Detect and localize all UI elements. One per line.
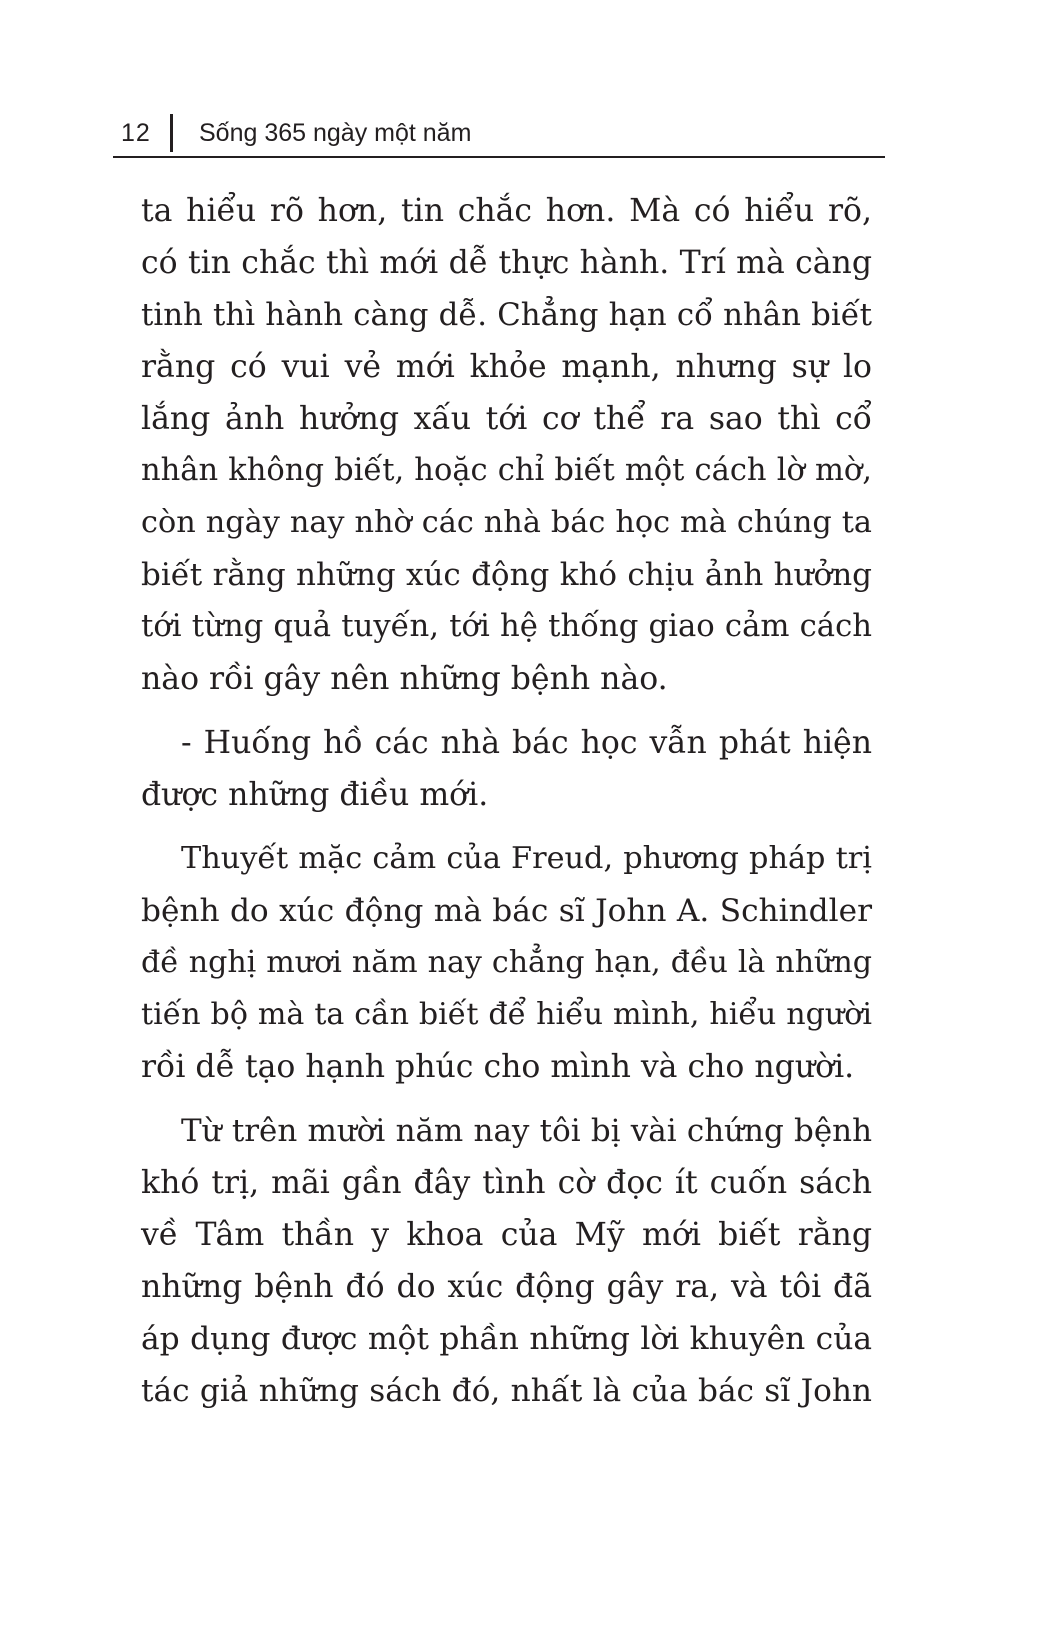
text-line: những bệnh đó do xúc động gây ra, và tôi đã: [141, 1269, 872, 1305]
header-divider: [170, 114, 173, 152]
text-line: tác giả những sách đó, nhất là của bác sĩ John: [141, 1373, 872, 1409]
paragraph-3: [141, 833, 872, 1093]
text-line: về Tâm thần y khoa của Mỹ mới biết rằng: [141, 1217, 872, 1253]
text-line: rằng có vui vẻ mới khỏe mạnh, nhưng sự lo: [141, 349, 872, 385]
text-line: lắng ảnh hưởng xấu tới cơ thể ra sao thì cổ: [141, 401, 872, 437]
page-number: 12: [121, 119, 151, 147]
text-line: áp dụng được một phần những lời khuyên của: [141, 1321, 872, 1357]
text-line: tới từng quả tuyến, tới hệ thống giao cảm cách: [141, 609, 872, 644]
text-line: rồi dễ tạo hạnh phúc cho mình và cho người.: [141, 1049, 855, 1085]
text-line: bệnh do xúc động mà bác sĩ John A. Schindler: [141, 893, 872, 929]
text-line: đề nghị mươi năm nay chẳng hạn, đều là những: [141, 945, 872, 980]
paragraph-1: [141, 185, 872, 705]
text-line: tiến bộ mà ta cần biết để hiểu mình, hiểu người: [141, 997, 872, 1032]
paragraph-2: [141, 717, 872, 821]
text-line: biết rằng những xúc động khó chịu ảnh hưởng: [141, 557, 872, 593]
body-text: [141, 185, 872, 1417]
text-line: nào rồi gây nên những bệnh nào.: [141, 661, 668, 697]
paragraph-spacing: [141, 705, 872, 717]
paragraph-spacing: [141, 821, 872, 833]
text-line: ta hiểu rõ hơn, tin chắc hơn. Mà có hiểu rõ,: [141, 193, 872, 229]
text-line: nhân không biết, hoặc chỉ biết một cách lờ mờ,: [141, 453, 872, 488]
text-line: - Huống hồ các nhà bác học vẫn phát hiện: [181, 725, 872, 761]
text-line: được những điều mới.: [141, 777, 489, 813]
text-line: Từ trên mười năm nay tôi bị vài chứng bệnh: [181, 1113, 872, 1149]
text-line: có tin chắc thì mới dễ thực hành. Trí mà càng: [141, 245, 872, 281]
text-line: còn ngày nay nhờ các nhà bác học mà chúng ta: [141, 505, 872, 540]
running-title: Sống 365 ngày một năm: [199, 119, 472, 147]
paragraph-4: [141, 1105, 872, 1417]
text-line: tinh thì hành càng dễ. Chẳng hạn cổ nhân biết: [141, 297, 872, 333]
running-header: [113, 112, 885, 158]
paragraph-spacing: [141, 1093, 872, 1105]
text-line: Thuyết mặc cảm của Freud, phương pháp trị: [181, 841, 872, 876]
text-line: khó trị, mãi gần đây tình cờ đọc ít cuốn sách: [141, 1165, 872, 1201]
